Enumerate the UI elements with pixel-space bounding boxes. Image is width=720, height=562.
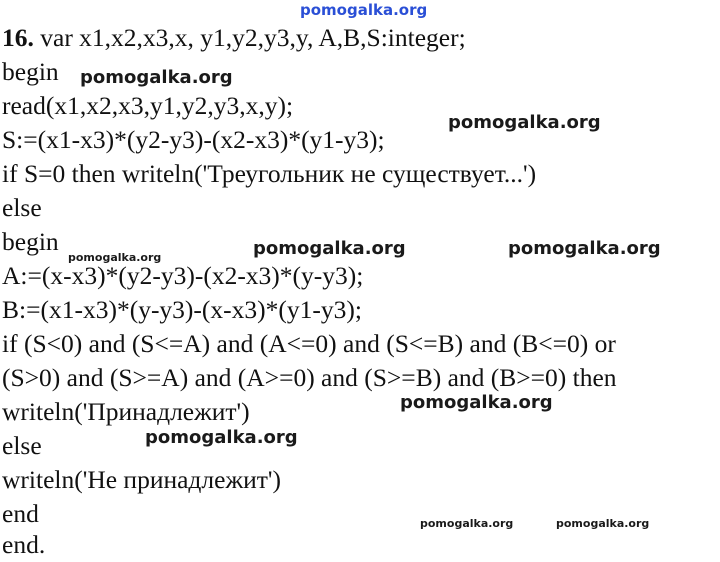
watermark: pomogalka.org: [145, 427, 298, 448]
code-line-12: writeln('Принадлежит'): [2, 397, 250, 426]
code-line-5: if S=0 then writeln('Треугольник не существует...'): [2, 159, 537, 188]
code-line-4: S:=(x1-x3)*(y2-y3)-(x2-x3)*(y1-y3);: [2, 125, 385, 154]
watermark: pomogalka.org: [253, 238, 406, 259]
code-line-2: begin: [2, 57, 59, 86]
code-line-1: [2, 21, 466, 55]
code-line-13: else: [2, 431, 42, 460]
watermark: pomogalka.org: [448, 112, 601, 133]
code-line-6: else: [2, 193, 42, 222]
code-line-8: A:=(x-x3)*(y2-y3)-(x2-x3)*(y-y3);: [2, 261, 364, 290]
watermark: pomogalka.org: [400, 392, 553, 413]
watermark: pomogalka.org: [420, 517, 514, 530]
watermark: pomogalka.org: [556, 517, 650, 530]
code-line-11: (S>0) and (S>=A) and (A>=0) and (S>=B) and (B>=0) then: [2, 363, 617, 392]
problem-number: 16.: [2, 23, 34, 52]
code-line-1-text: var x1,x2,x3,x, y1,y2,y3,y, A,B,S:integer;: [33, 23, 466, 52]
code-line-16: end.: [2, 530, 46, 559]
code-line-14: writeln('Не принадлежит'): [2, 465, 281, 494]
code-line-7: begin: [2, 227, 59, 256]
code-line-9: B:=(x1-x3)*(y-y3)-(x-x3)*(y1-y3);: [2, 295, 362, 324]
watermark: pomogalka.org: [68, 251, 162, 264]
code-line-15: end: [2, 499, 39, 528]
watermark: pomogalka.org: [80, 67, 233, 88]
watermark-top: pomogalka.org: [300, 1, 428, 19]
code-line-10: if (S<0) and (S<=A) and (A<=0) and (S<=B) and (B<=0) or: [2, 329, 616, 358]
code-line-3: read(x1,x2,x3,y1,y2,y3,x,y);: [2, 91, 294, 120]
watermark: pomogalka.org: [508, 238, 661, 259]
